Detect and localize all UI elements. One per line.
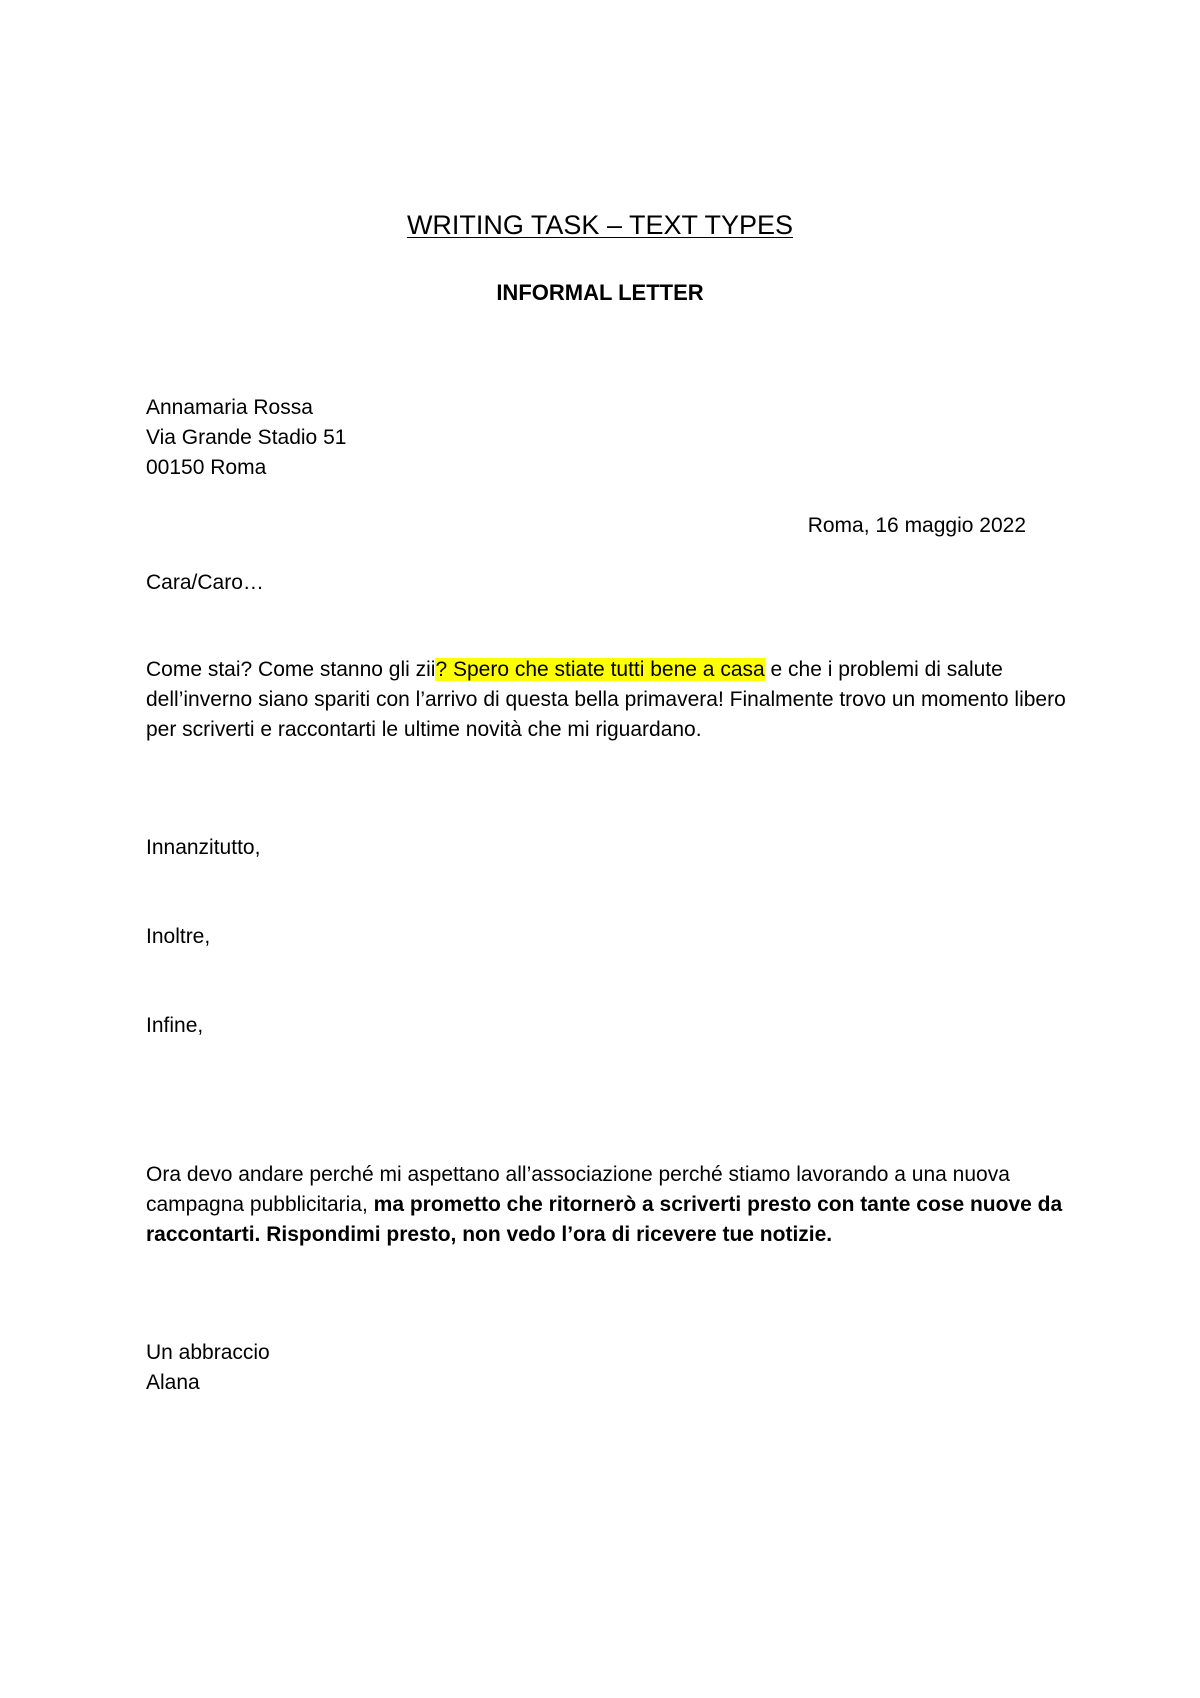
closing-text-bold: ma prometto che ritornerò a scriverti presto con tante cose nuove da raccontarti. Rispondimi presto, non vedo l’ora di ricevere tue notizie. (146, 1193, 1063, 1246)
section-first: Innanzitutto, (146, 836, 261, 859)
section-third: Infine, (146, 1014, 204, 1037)
page-title: WRITING TASK – TEXT TYPES (406, 210, 794, 240)
closing-text: Ora devo andare perché mi aspettano all’associazione perché stiamo lavorando a una nuova campagna pubblicitaria, (146, 1163, 1010, 1216)
sender-name: Annamaria Rossa (146, 396, 313, 419)
sender-street: Via Grande Stadio 51 (146, 426, 347, 449)
salutation: Cara/Caro… (146, 571, 264, 594)
section-second: Inoltre, (146, 925, 211, 948)
signature: Alana (146, 1371, 200, 1394)
letter-date: Roma, 16 maggio 2022 (807, 514, 1026, 537)
intro-text-start: Come stai? Come stanno gli zii (146, 658, 436, 681)
page-subtitle: INFORMAL LETTER (496, 280, 704, 305)
sender-city: 00150 Roma (146, 456, 267, 479)
intro-text-end: e che i problemi di salute dell’inverno siano spariti con l’arrivo di questa bella primavera! Finalmente trovo un momento libero per scriverti e raccontarti le ultime novità che mi riguardano. (146, 658, 1066, 741)
intro-paragraph (146, 655, 1066, 745)
signoff: Un abbraccio (146, 1341, 270, 1364)
closing-paragraph (146, 1160, 1066, 1250)
highlighted-text: ? Spero che stiate tutti bene a casa (435, 658, 765, 681)
